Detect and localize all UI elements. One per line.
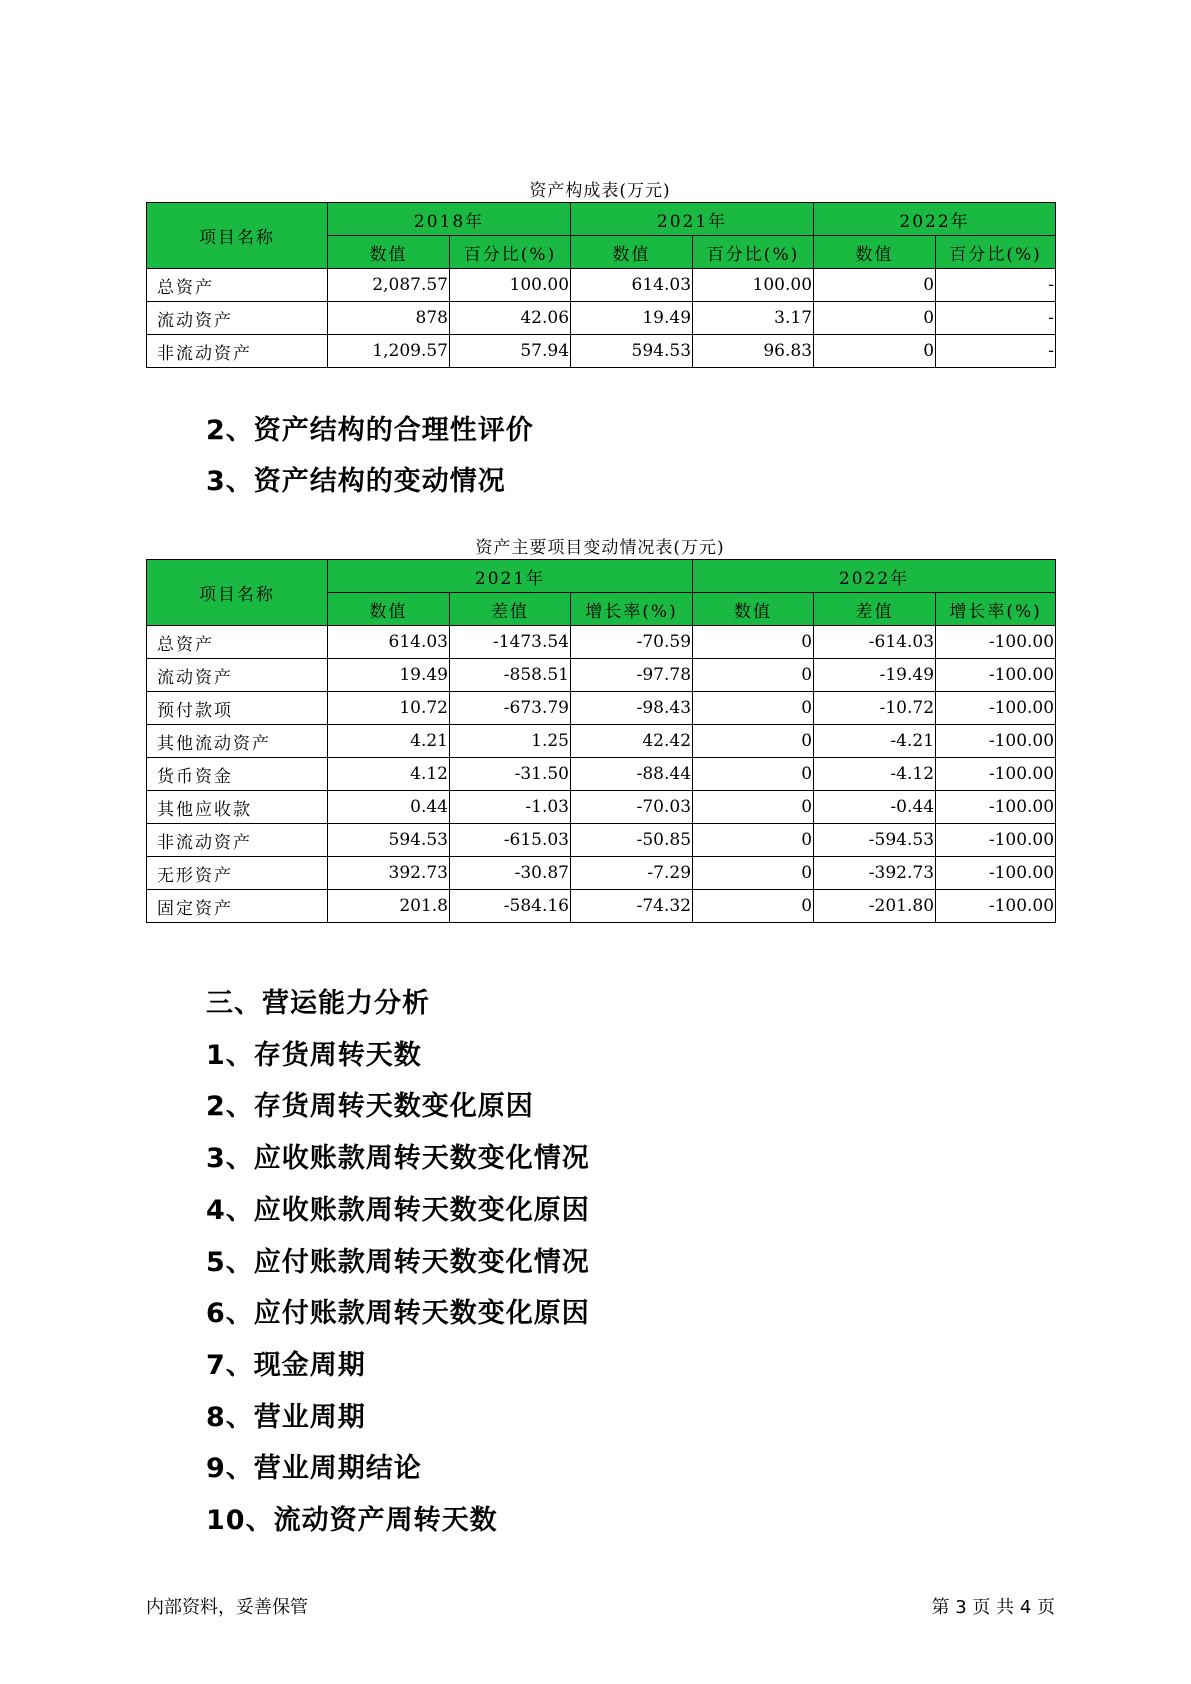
section-heading: 7、现金周期 bbox=[206, 1349, 366, 1381]
cell-value: 614.03 bbox=[571, 269, 693, 302]
cell-value: 19.49 bbox=[328, 659, 450, 692]
cell-value: -858.51 bbox=[450, 659, 571, 692]
cell-value: -100.00 bbox=[936, 890, 1056, 923]
cell-value: -10.72 bbox=[814, 692, 936, 725]
cell-value: -0.44 bbox=[814, 791, 936, 824]
row-label: 总资产 bbox=[147, 626, 328, 659]
cell-value: -50.85 bbox=[571, 824, 693, 857]
cell-value: 0.44 bbox=[328, 791, 450, 824]
cell-value: - bbox=[936, 269, 1056, 302]
section-heading: 5、应付账款周转天数变化情况 bbox=[206, 1246, 590, 1278]
cell-value: 594.53 bbox=[571, 335, 693, 368]
cell-value: -100.00 bbox=[936, 626, 1056, 659]
cell-value: 57.94 bbox=[450, 335, 571, 368]
cell-value: 0 bbox=[693, 758, 814, 791]
cell-value: 614.03 bbox=[328, 626, 450, 659]
cell-value: -614.03 bbox=[814, 626, 936, 659]
table-row bbox=[147, 335, 1056, 368]
section-heading: 4、应收账款周转天数变化原因 bbox=[206, 1194, 590, 1226]
cell-value: 0 bbox=[693, 857, 814, 890]
cell-value: 3.17 bbox=[693, 302, 814, 335]
cell-value: -392.73 bbox=[814, 857, 936, 890]
cell-value: -100.00 bbox=[936, 758, 1056, 791]
column-header: 百分比(%) bbox=[450, 236, 571, 269]
table-row bbox=[147, 692, 1056, 725]
cell-value: -100.00 bbox=[936, 824, 1056, 857]
table-row bbox=[147, 890, 1056, 923]
cell-value: -31.50 bbox=[450, 758, 571, 791]
cell-value: 594.53 bbox=[328, 824, 450, 857]
cell-value: -594.53 bbox=[814, 824, 936, 857]
table-row bbox=[147, 791, 1056, 824]
cell-value: -100.00 bbox=[936, 692, 1056, 725]
table-row bbox=[147, 857, 1056, 890]
section-heading: 2、资产结构的合理性评价 bbox=[206, 415, 534, 446]
cell-value: -30.87 bbox=[450, 857, 571, 890]
cell-value: 0 bbox=[693, 692, 814, 725]
cell-value: 392.73 bbox=[328, 857, 450, 890]
cell-value: -7.29 bbox=[571, 857, 693, 890]
cell-value: -584.16 bbox=[450, 890, 571, 923]
cell-value: 10.72 bbox=[328, 692, 450, 725]
year-header: 2021年 bbox=[571, 203, 814, 236]
column-header: 差值 bbox=[814, 593, 936, 626]
year-header: 2021年 bbox=[328, 560, 693, 593]
cell-value: 1.25 bbox=[450, 725, 571, 758]
cell-value: -70.03 bbox=[571, 791, 693, 824]
cell-value: -100.00 bbox=[936, 857, 1056, 890]
table2-caption: 资产主要项目变动情况表(万元) bbox=[475, 538, 725, 558]
year-header: 2018年 bbox=[328, 203, 571, 236]
asset-change-table bbox=[146, 559, 1056, 923]
cell-value: 0 bbox=[814, 335, 936, 368]
cell-value: 42.06 bbox=[450, 302, 571, 335]
page-number: 第 3 页 共 4 页 bbox=[931, 1597, 1055, 1618]
asset-composition-table bbox=[146, 202, 1056, 368]
row-label: 流动资产 bbox=[147, 659, 328, 692]
section-heading: 10、流动资产周转天数 bbox=[206, 1505, 498, 1536]
table-row bbox=[147, 758, 1056, 791]
table-row bbox=[147, 626, 1056, 659]
table-row bbox=[147, 269, 1056, 302]
column-header: 百分比(%) bbox=[693, 236, 814, 269]
confidential-note: 内部资料，妥善保管 bbox=[146, 1597, 308, 1618]
column-header: 百分比(%) bbox=[936, 236, 1056, 269]
cell-value: -100.00 bbox=[936, 725, 1056, 758]
table-row bbox=[147, 302, 1056, 335]
row-label: 流动资产 bbox=[147, 302, 328, 335]
column-header: 数值 bbox=[328, 236, 450, 269]
cell-value: 19.49 bbox=[571, 302, 693, 335]
cell-value: -19.49 bbox=[814, 659, 936, 692]
year-header: 2022年 bbox=[693, 560, 1056, 593]
cell-value: 0 bbox=[693, 725, 814, 758]
cell-value: - bbox=[936, 335, 1056, 368]
cell-value: -100.00 bbox=[936, 791, 1056, 824]
column-header: 数值 bbox=[814, 236, 936, 269]
section-heading: 6、应付账款周转天数变化原因 bbox=[206, 1298, 590, 1330]
row-label: 总资产 bbox=[147, 269, 328, 302]
cell-value: 0 bbox=[693, 659, 814, 692]
cell-value: 96.83 bbox=[693, 335, 814, 368]
year-header: 2022年 bbox=[814, 203, 1056, 236]
row-label: 货币资金 bbox=[147, 758, 328, 791]
cell-value: 0 bbox=[814, 269, 936, 302]
row-label: 无形资产 bbox=[147, 857, 328, 890]
cell-value: -97.78 bbox=[571, 659, 693, 692]
section-heading: 9、营业周期结论 bbox=[206, 1453, 422, 1485]
table-row bbox=[147, 824, 1056, 857]
cell-value: -98.43 bbox=[571, 692, 693, 725]
section-heading: 3、资产结构的变动情况 bbox=[206, 466, 506, 497]
column-header: 增长率(%) bbox=[936, 593, 1056, 626]
section-heading: 8、营业周期 bbox=[206, 1401, 366, 1433]
table-row bbox=[147, 659, 1056, 692]
section-heading: 3、应收账款周转天数变化情况 bbox=[206, 1143, 590, 1175]
cell-value: -673.79 bbox=[450, 692, 571, 725]
cell-value: 878 bbox=[328, 302, 450, 335]
row-label: 预付款项 bbox=[147, 692, 328, 725]
cell-value: -74.32 bbox=[571, 890, 693, 923]
cell-value: -70.59 bbox=[571, 626, 693, 659]
cell-value: 4.12 bbox=[328, 758, 450, 791]
row-label: 非流动资产 bbox=[147, 335, 328, 368]
cell-value: 2,087.57 bbox=[328, 269, 450, 302]
cell-value: -4.21 bbox=[814, 725, 936, 758]
cell-value: 100.00 bbox=[450, 269, 571, 302]
cell-value: -88.44 bbox=[571, 758, 693, 791]
cell-value: - bbox=[936, 302, 1056, 335]
section-heading: 三、营运能力分析 bbox=[206, 988, 430, 1019]
cell-value: -4.12 bbox=[814, 758, 936, 791]
cell-value: 0 bbox=[693, 791, 814, 824]
row-label: 其他应收款 bbox=[147, 791, 328, 824]
column-header: 数值 bbox=[693, 593, 814, 626]
column-header: 增长率(%) bbox=[571, 593, 693, 626]
cell-value: 1,209.57 bbox=[328, 335, 450, 368]
cell-value: 201.8 bbox=[328, 890, 450, 923]
cell-value: -201.80 bbox=[814, 890, 936, 923]
section-heading: 1、存货周转天数 bbox=[206, 1039, 422, 1071]
cell-value: 4.21 bbox=[328, 725, 450, 758]
cell-value: -1473.54 bbox=[450, 626, 571, 659]
table1-caption: 资产构成表(万元) bbox=[529, 181, 671, 201]
column-header: 差值 bbox=[450, 593, 571, 626]
table-row bbox=[147, 725, 1056, 758]
cell-value: 0 bbox=[693, 626, 814, 659]
cell-value: 0 bbox=[693, 824, 814, 857]
cell-value: -615.03 bbox=[450, 824, 571, 857]
cell-value: 42.42 bbox=[571, 725, 693, 758]
name-header: 项目名称 bbox=[147, 560, 328, 626]
row-label: 其他流动资产 bbox=[147, 725, 328, 758]
column-header: 数值 bbox=[571, 236, 693, 269]
cell-value: -1.03 bbox=[450, 791, 571, 824]
row-label: 非流动资产 bbox=[147, 824, 328, 857]
section-heading: 2、存货周转天数变化原因 bbox=[206, 1091, 534, 1123]
cell-value: -100.00 bbox=[936, 659, 1056, 692]
cell-value: 0 bbox=[814, 302, 936, 335]
cell-value: 100.00 bbox=[693, 269, 814, 302]
column-header: 数值 bbox=[328, 593, 450, 626]
name-header: 项目名称 bbox=[147, 203, 328, 269]
row-label: 固定资产 bbox=[147, 890, 328, 923]
cell-value: 0 bbox=[693, 890, 814, 923]
